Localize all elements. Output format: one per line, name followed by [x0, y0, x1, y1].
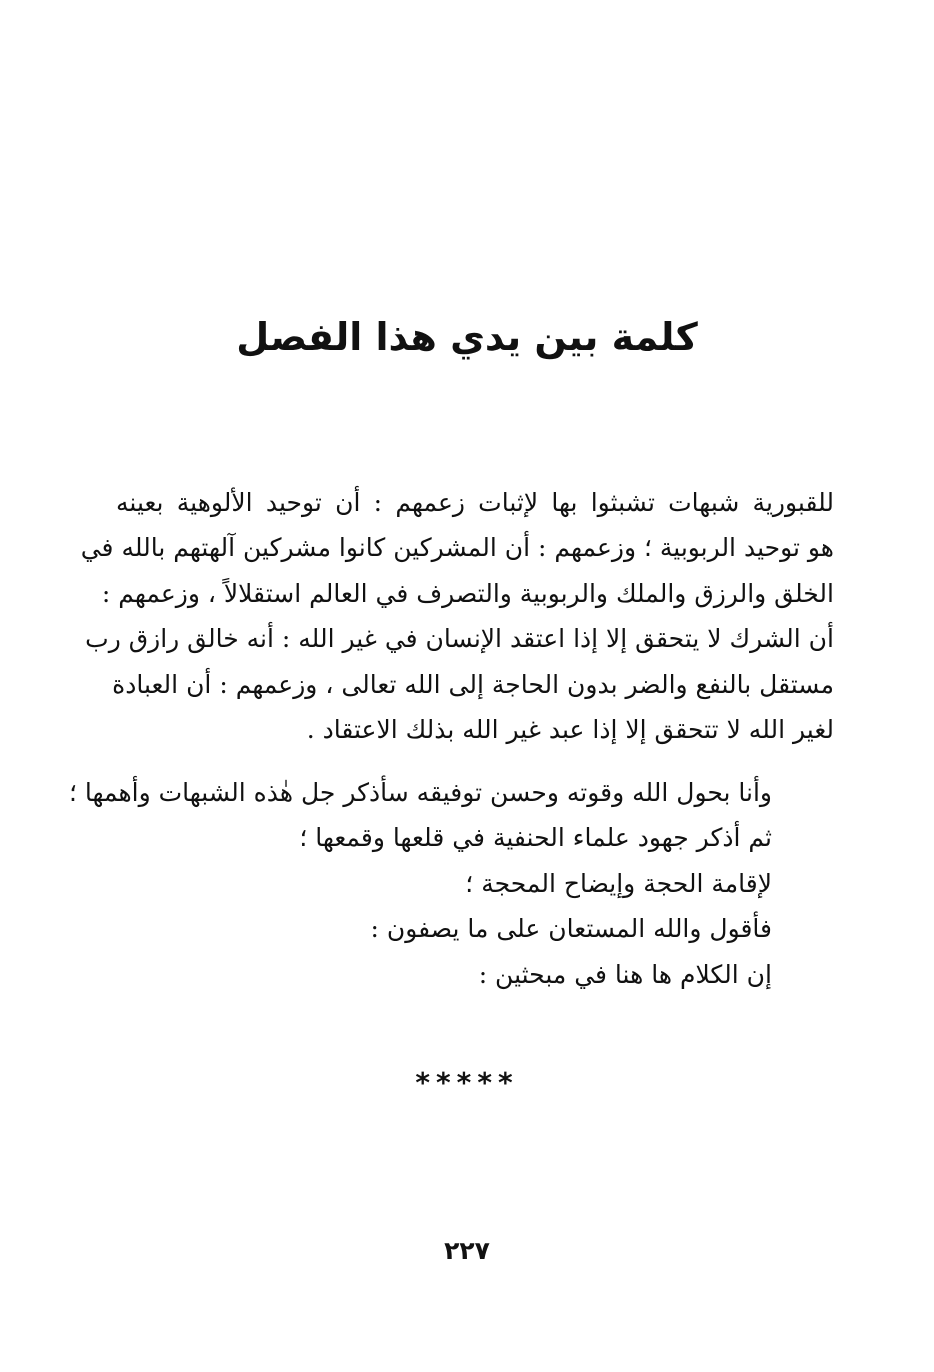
text-line: إن الكلام ها هنا في مبحثين : — [478, 959, 772, 989]
text-line: ثم أذكر جهود علماء الحنفية في قلعها وقمعها ؛ — [299, 823, 772, 853]
page-number: ٢٢٧ — [444, 1236, 490, 1265]
text-line: مستقل بالنفع والضر بدون الحاجة إلى الله تعالى ، وزعمهم : أن العبادة — [112, 669, 834, 699]
text-line: هو توحيد الربوبية ؛ وزعمهم : أن المشركين كانوا مشركين آلهتهم بالله في — [80, 533, 834, 563]
text-line: فأقول والله المستعان على ما يصفون : — [370, 914, 772, 944]
section-separator: ***** — [415, 1066, 519, 1099]
closing-lines — [68, 770, 772, 997]
text-line: أن الشرك لا يتحقق إلا إذا اعتقد الإنسان في غير الله : أنه خالق رازق رب — [85, 624, 834, 654]
text-line: وأنا بحول الله وقوته وحسن توفيقه سأذكر جل هٰذه الشبهات وأهمها ؛ — [68, 778, 772, 807]
intro-paragraph — [80, 480, 834, 752]
text-line: لغير الله لا تتحقق إلا إذا عبد غير الله بذلك الاعتقاد . — [306, 715, 834, 745]
text-line: لإقامة الحجة وإيضاح المحجة ؛ — [465, 868, 772, 898]
text-line: الخلق والرزق والملك والربوبية والتصرف في العالم استقلالاً ، وزعمهم : — [101, 578, 834, 608]
text-line: للقبورية شبهات تشبثوا بها لإثبات زعمهم : أن توحيد الألوهية بعينه — [116, 488, 834, 517]
page-title: كلمة بين يدي هذا الفصل — [236, 315, 698, 359]
